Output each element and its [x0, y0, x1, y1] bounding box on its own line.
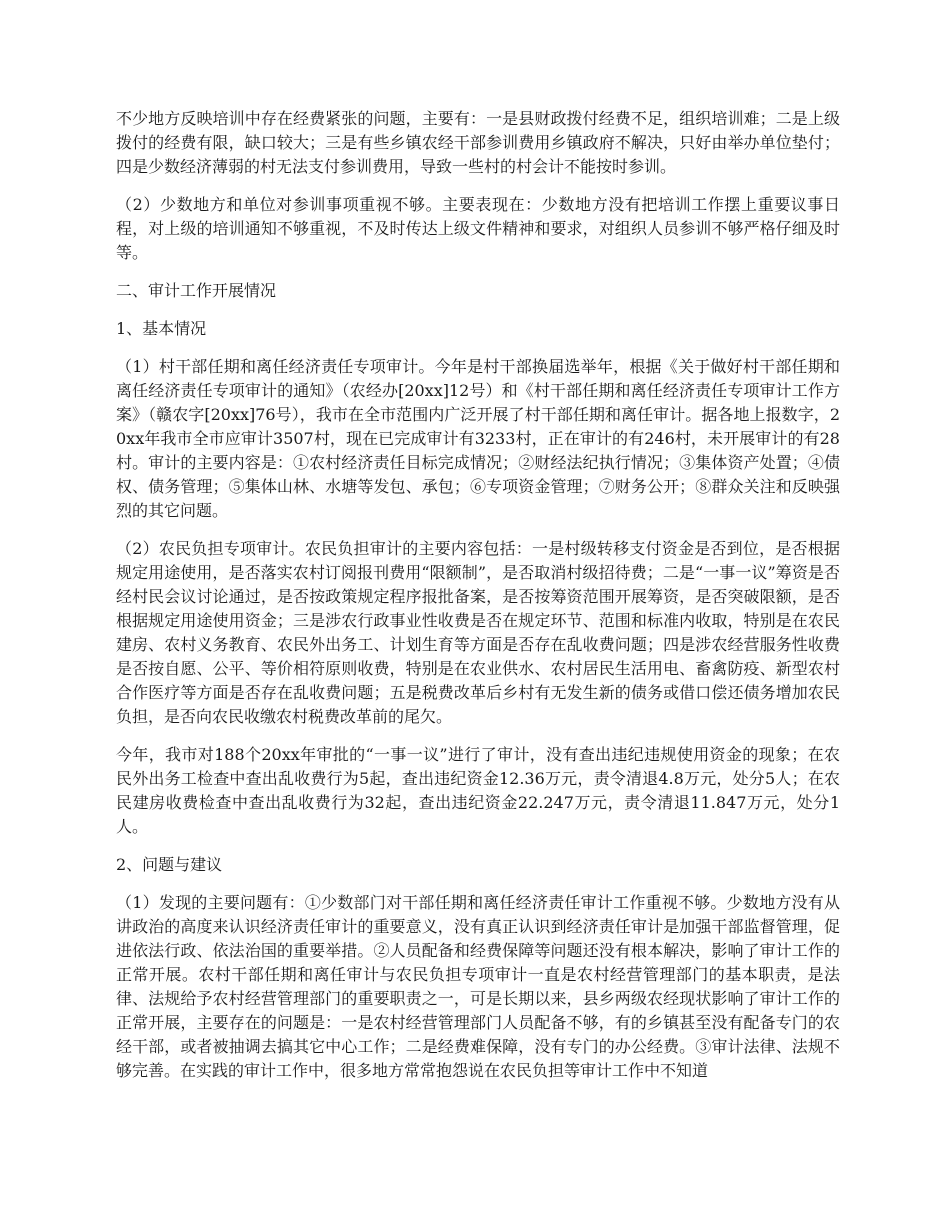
paragraph-audit-results: 今年，我市对188个20xx年审批的“一事一议”进行了审计，没有查出违纪违规使用资金的现象；在农民外出务工检查中查出乱收费行为5起，查出违纪资金12.36万元，责令清退4.8万元，处分5人；在农民建房收费检查中查出乱收费行为32起，查出违纪资金22.247万元，责令清退11.847万元，处分1人。 [116, 745, 840, 836]
paragraph-funding-shortage: 不少地方反映培训中存在经费紧张的问题，主要有：一是县财政拨付经费不足，组织培训难；二是上级拨付的经费有限，缺口较大；三是有些乡镇农经干部参训费用乡镇政府不解决，只好由举办单位垫付；四是少数经济薄弱的村无法支付参训费用，导致一些村的村会计不能按时参训。 [116, 109, 840, 176]
subsection-heading-problems: 2、问题与建议 [116, 855, 223, 874]
document-page [116, 107, 840, 1097]
subsection-heading-basic-situation: 1、基本情况 [116, 319, 207, 338]
section-heading-audit-work: 二、审计工作开展情况 [116, 281, 277, 300]
paragraph-cadre-term-audit: （1）村干部任期和离任经济责任专项审计。今年是村干部换届选举年，根据《关于做好村干部任期和离任经济责任专项审计的通知》（农经办[20xx]12号）和《村干部任期和离任经济责任专项审计工作方案》（赣农字[20xx]76号），我市在全市范围内广泛开展了村干部任期和离任审计。据各地上报数字，20xx年我市全市应审计3507村，现在已完成审计有3233村，正在审计的有246村，未开展审计的有28村。审计的主要内容是：①农村经济责任目标完成情况；②财经法纪执行情况；③集体资产处置；④债权、债务管理；⑤集体山林、水塘等发包、承包；⑥专项资金管理；⑦财务公开；⑧群众关注和反映强烈的其它问题。 [116, 357, 840, 520]
paragraph-insufficient-attention: （2）少数地方和单位对参训事项重视不够。主要表现在：少数地方没有把培训工作摆上重要议事日程，对上级的培训通知不够重视，不及时传达上级文件精神和要求，对组织人员参训不够严格仔细及时等。 [116, 195, 840, 262]
paragraph-main-problems: （1）发现的主要问题有：①少数部门对干部任期和离任经济责任审计工作重视不够。少数地方没有从讲政治的高度来认识经济责任审计的重要意义，没有真正认识到经济责任审计是加强干部监督管理，促进依法行政、依法治国的重要举措。②人员配备和经费保障等问题还没有根本解决，影响了审计工作的正常开展。农村干部任期和离任审计与农民负担专项审计一直是农村经营管理部门的基本职责，是法律、法规给予农村经营管理部门的重要职责之一，可是长期以来，县乡两级农经现状影响了审计工作的正常开展，主要存在的问题是：一是农村经营管理部门人员配备不够，有的乡镇甚至没有配备专门的农经干部，或者被抽调去搞其它中心工作；二是经费难保障，没有专门的办公经费。③审计法律、法规不够完善。在实践的审计工作中，很多地方常常抱怨说在农民负担等审计工作中不知道 [116, 893, 840, 1080]
paragraph-farmer-burden-audit: （2）农民负担专项审计。农民负担审计的主要内容包括：一是村级转移支付资金是否到位，是否根据规定用途使用，是否落实农村订阅报刊费用“限额制”，是否取消村级招待费；二是“一事一议”筹资是否经村民会议讨论通过，是否按政策规定程序报批备案，是否按筹资范围开展筹资，是否突破限额，是否根据规定用途使用资金；三是涉农行政事业性收费是否在规定环节、范围和标准内收取，特别是在农民建房、农村义务教育、农民外出务工、计划生育等方面是否存在乱收费问题；四是涉农经营服务性收费是否按自愿、公平、等价相符原则收费，特别是在农业供水、农村居民生活用电、畜禽防疫、新型农村合作医疗等方面是否存在乱收费问题；五是税费改革后乡村有无发生新的债务或借口偿还债务增加农民负担，是否向农民收缴农村税费改革前的尾欠。 [116, 539, 840, 726]
